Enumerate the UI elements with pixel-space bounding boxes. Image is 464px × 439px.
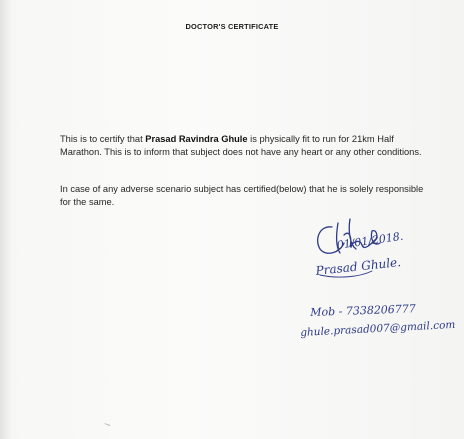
page-edge-shadow bbox=[0, 0, 12, 439]
signature-date: 01/01/2018. bbox=[336, 229, 405, 252]
handwritten-email: ghule.prasad007@gmail.com bbox=[300, 318, 456, 339]
subject-name: Prasad Ravindra Ghule bbox=[145, 134, 248, 144]
paragraph-rest: is physically fit to run for 21km Half Marathon. This is to inform that subject does not have any heart or any other conditions. bbox=[60, 134, 422, 157]
handwritten-mobile: Mob - 7338206777 bbox=[310, 302, 417, 319]
certification-paragraph bbox=[60, 133, 426, 159]
handwritten-name: Prasad Ghule. bbox=[315, 255, 402, 278]
paragraph-lead: This is to certify that bbox=[60, 134, 146, 144]
scan-speck bbox=[103, 423, 110, 429]
disclaimer-paragraph: In case of any adverse scenario subject has certified(below) that he is solely responsible for the same. bbox=[60, 184, 424, 207]
document-title: DOCTOR'S CERTIFICATE bbox=[185, 22, 279, 31]
